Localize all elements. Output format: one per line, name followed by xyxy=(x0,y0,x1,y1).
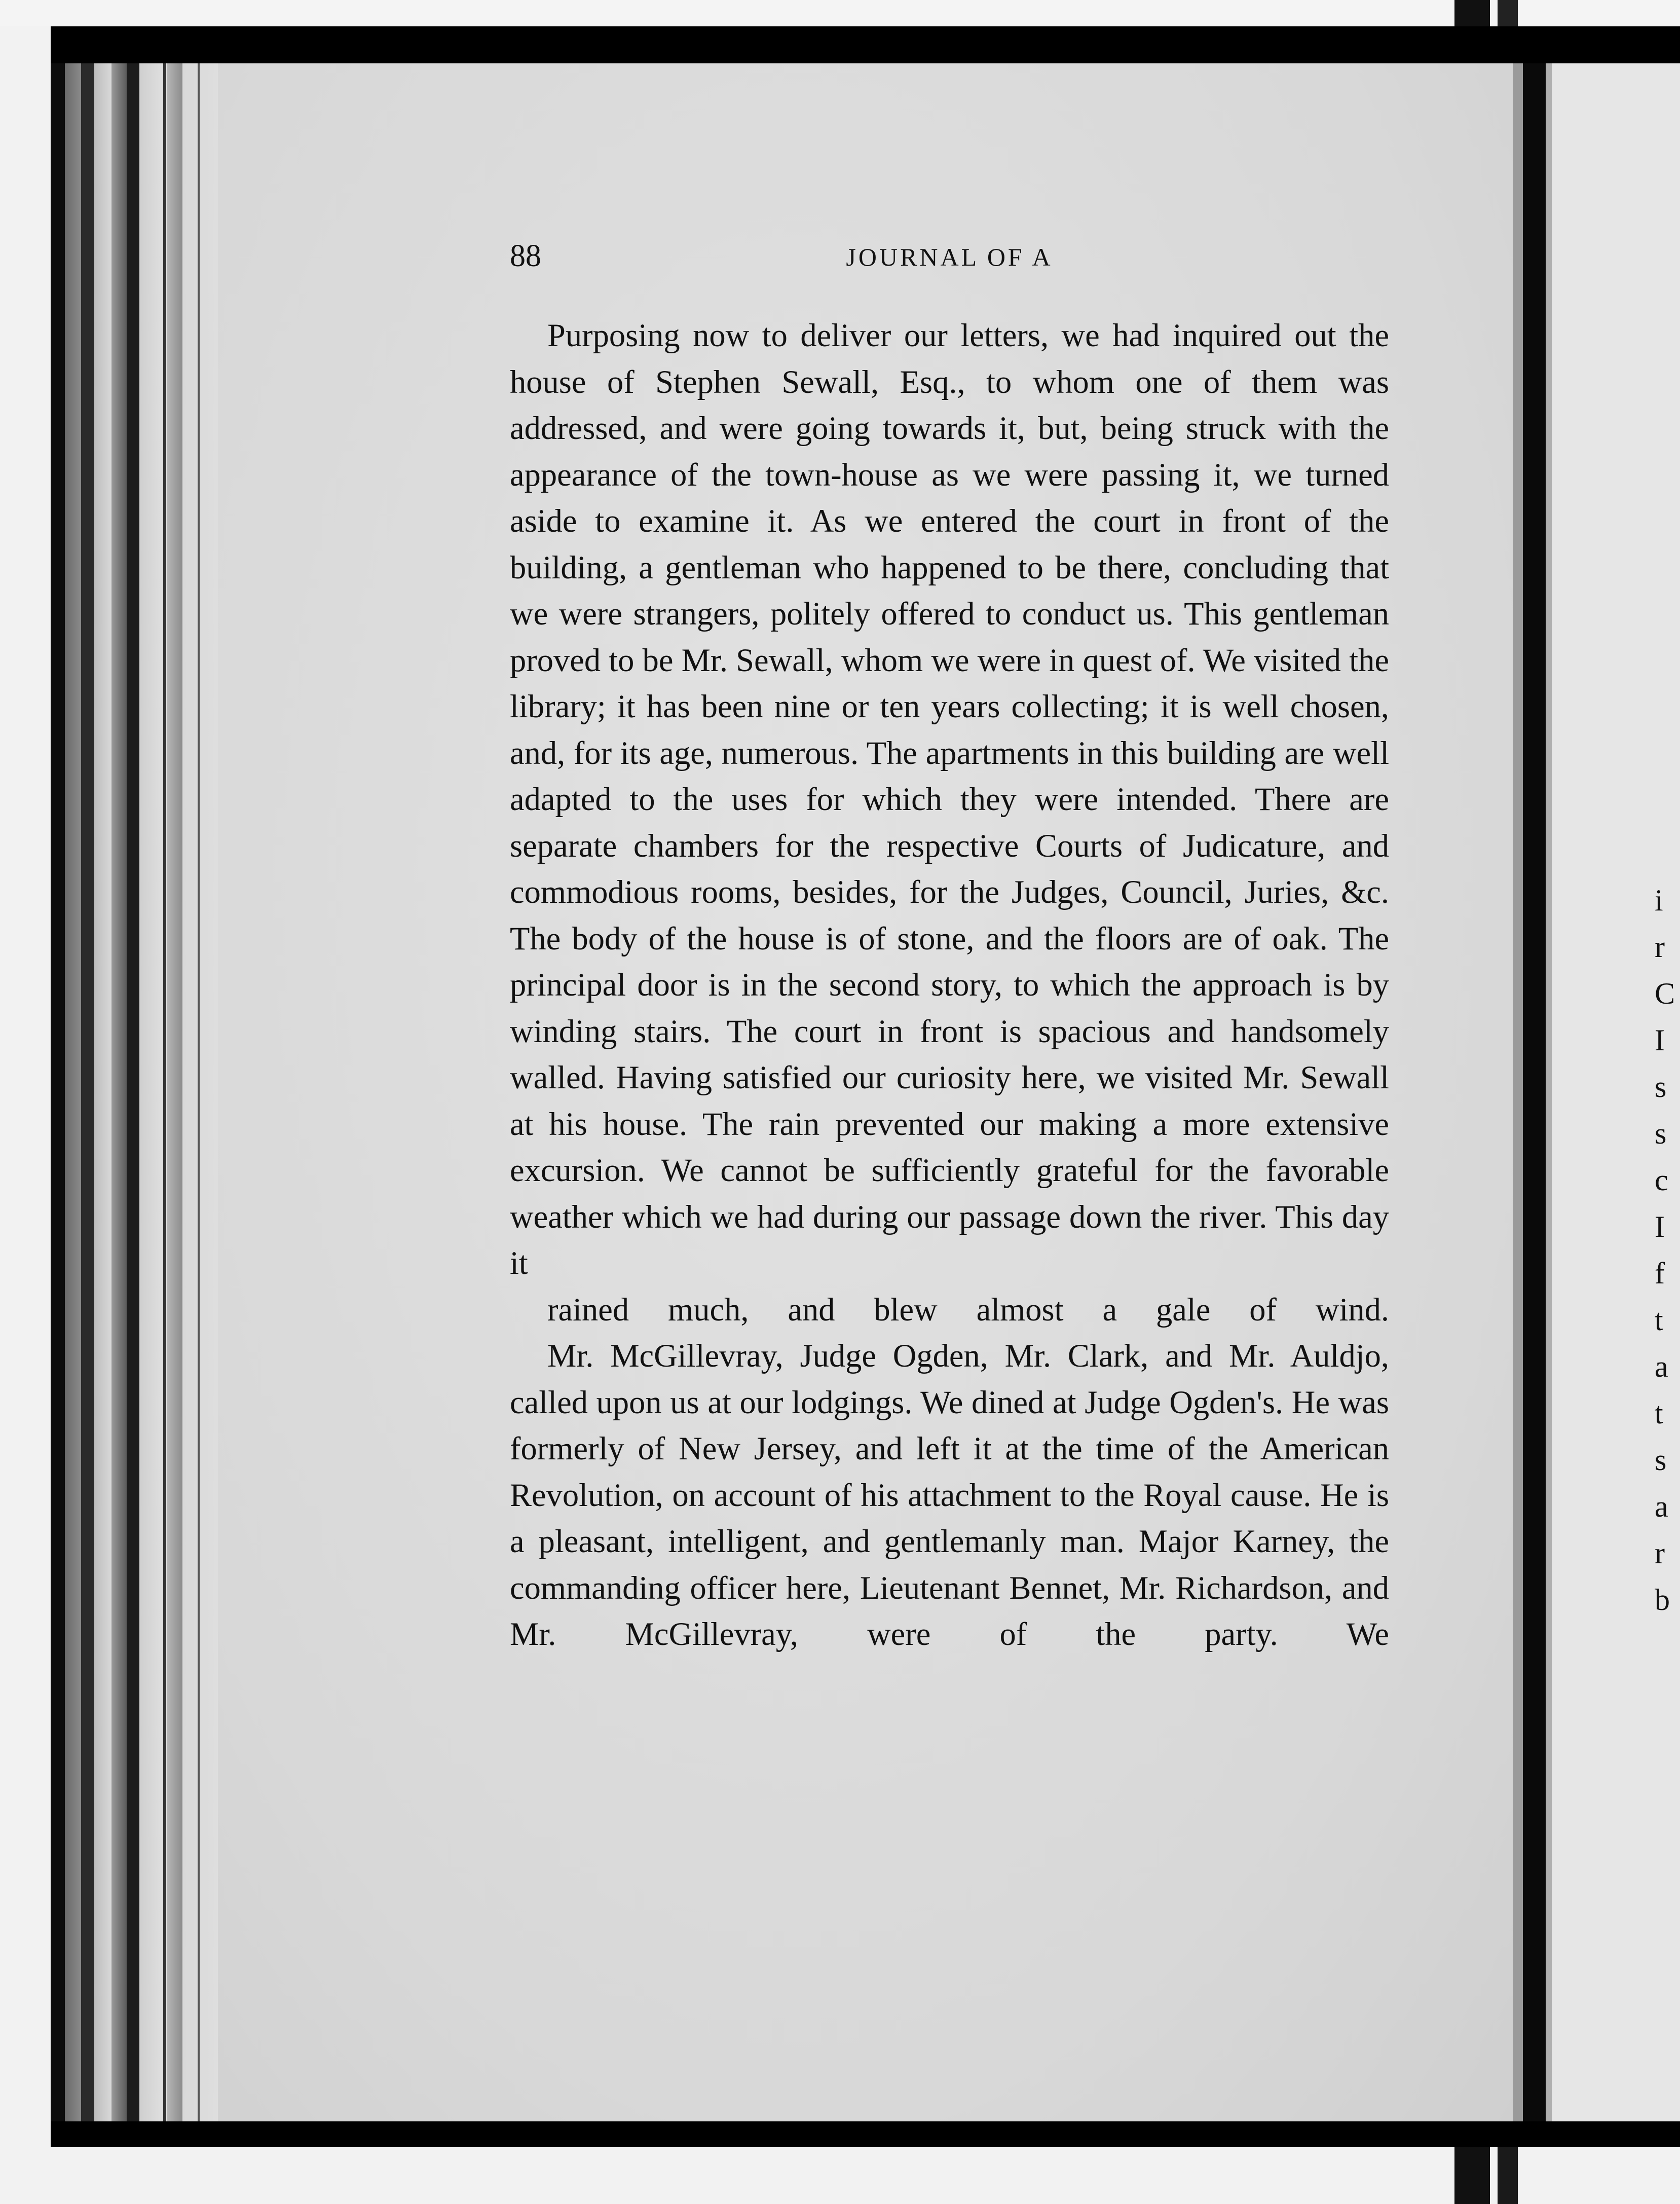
paragraph-1: Purposing now to deliver our letters, we had inquired out the house of Stephen Sewall, Esq., to whom one of them was addressed, and were going towards it, but, being struck with the appearance of the town-house as we were passing it, we turned aside to examine it. As we entered the court in front of the building, a gentleman who happened to be there, concluding that we were strangers, politely offered to conduct us. This gentleman proved to be Mr. Sewall, whom we were in quest of. We visited the library; it has been nine or ten years collecting; it is well chosen, and, for its age, numerous. The apartments in this building are well adapted to the uses for which they were intended. There are separate chambers for the respective Courts of Judicature, and commodious rooms, besides, for the Judges, Council, Juries, &c. The body of the house is of stone, and the floors are of oak. The principal door is in the second story, to which the approach is by winding stairs. The court in front is spacious and handsomely walled. Having satisfied our curiosity here, we visited Mr. Sewall at his house. The rain prevented our making a more extensive excursion. We cannot be sufficiently grateful for the favorable weather which we had during our passage down the river. This day it xyxy=(510,317,1389,1281)
scan-top-stub xyxy=(1454,0,1490,26)
adjacent-page-letter: I xyxy=(1655,1023,1665,1057)
adjacent-page-letter: r xyxy=(1655,1536,1665,1570)
page-edge xyxy=(1513,63,1523,2121)
adjacent-page-letter: a xyxy=(1655,1350,1668,1383)
adjacent-page-letter: I xyxy=(1655,1210,1665,1243)
adjacent-page-letter: s xyxy=(1655,1117,1667,1150)
adjacent-page-edge xyxy=(1546,63,1552,2121)
paragraph-1-last-line: rained much, and blew almost a gale of wind. xyxy=(547,1291,1389,1328)
adjacent-page-letter: a xyxy=(1655,1490,1668,1523)
adjacent-page-letter: t xyxy=(1655,1303,1663,1337)
scan-top-stub xyxy=(1498,0,1518,26)
scan-bottom-stub xyxy=(1498,2147,1518,2204)
adjacent-page-letter: c xyxy=(1655,1163,1668,1197)
running-head xyxy=(510,238,1389,274)
adjacent-page-letter: s xyxy=(1655,1443,1667,1477)
adjacent-page-letter: C xyxy=(1655,977,1675,1010)
scan-top-margin xyxy=(0,0,1680,26)
adjacent-page-text xyxy=(1655,877,1675,1623)
scan-left-margin xyxy=(0,26,51,2147)
scan-bottom-margin xyxy=(0,2147,1680,2204)
adjacent-page-letter: f xyxy=(1655,1257,1665,1290)
paragraph-2: Mr. McGillevray, Judge Ogden, Mr. Clark, and Mr. Auldjo, called upon us at our lodgings. We dined at Judge Ogden's. He was formerly of New Jersey, and left it at the time of the American Revolution, on account of his attachment to the Royal cause. He is a pleasant, intelligent, and gentlemanly man. Major Karney, the commanding officer here, Lieutenant Bennet, Mr. Richardson, and Mr. McGillevray, were of the party. We xyxy=(510,1338,1389,1652)
book-gutter xyxy=(51,63,218,2121)
adjacent-page-letter: r xyxy=(1655,930,1665,964)
adjacent-page-letter: s xyxy=(1655,1070,1667,1104)
page-body xyxy=(510,312,1389,1658)
adjacent-page-letter: t xyxy=(1655,1397,1663,1430)
adjacent-page-letter: i xyxy=(1655,884,1663,917)
gutter-line xyxy=(198,63,200,2121)
running-head-title: JOURNAL OF A xyxy=(846,243,1053,271)
page-number: 88 xyxy=(510,239,541,273)
gutter-line xyxy=(163,63,166,2121)
scan-bottom-stub xyxy=(1454,2147,1490,2204)
page-divider-bar xyxy=(1523,63,1546,2121)
adjacent-page-letter: b xyxy=(1655,1583,1670,1617)
